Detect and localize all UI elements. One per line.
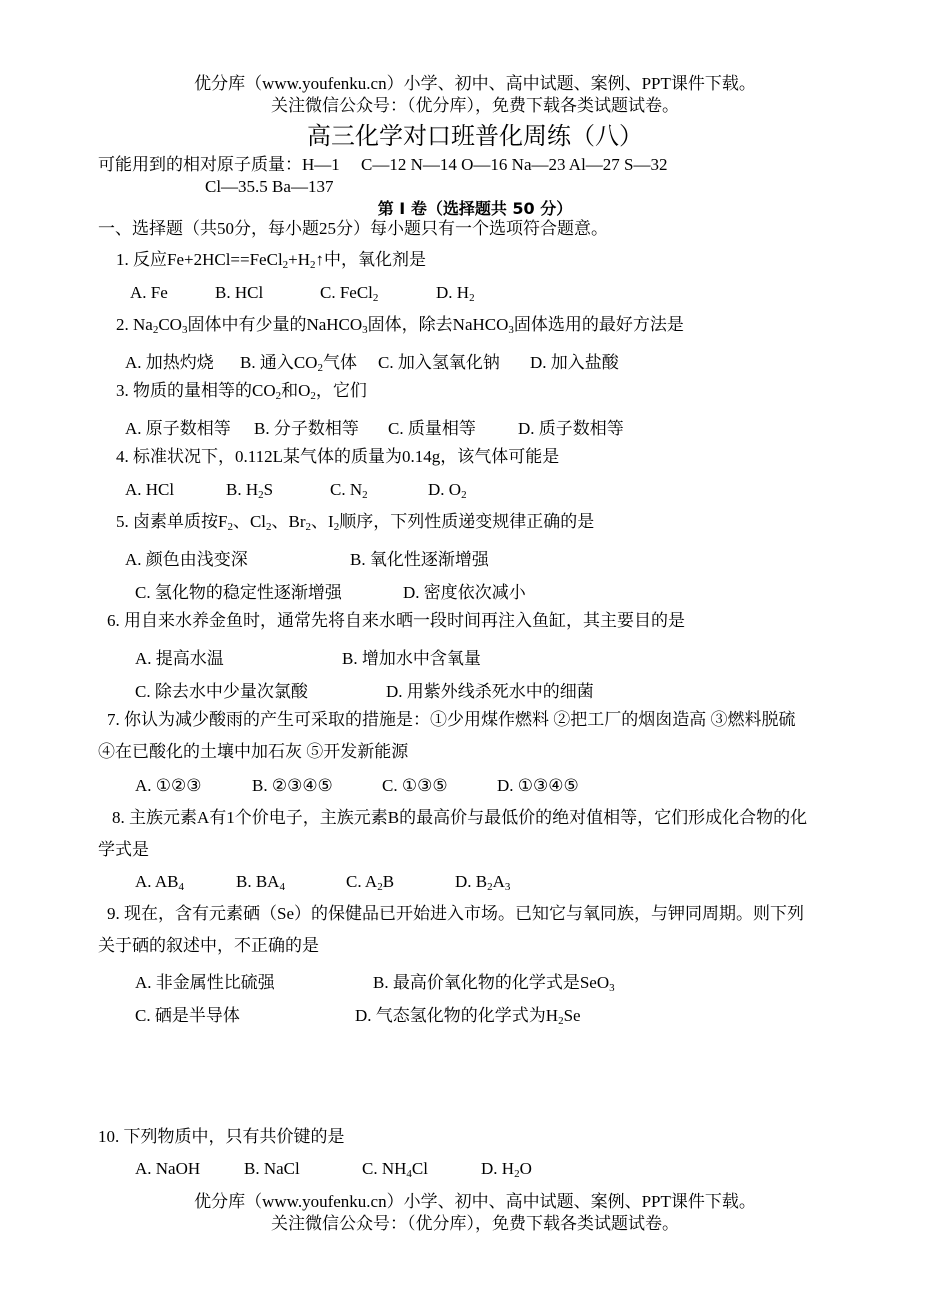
question-3-option-a[interactable]: A. 原子数相等 (125, 419, 231, 438)
header-line-1: 优分库（www.youfenku.cn）小学、初中、高中试题、案例、PPT课件下载。 (194, 74, 756, 93)
footer-line-2: 关注微信公众号：（优分库），免费下载各类试题试卷。 (271, 1214, 679, 1233)
instruction: 一、选择题（共50分，每小题25分）每小题只有一个选项符合题意。 (98, 219, 608, 238)
header-line-2: 关注微信公众号：（优分库），免费下载各类试题试卷。 (271, 96, 679, 115)
atomic-masses-line-2: Cl—35.5 Ba—137 (205, 177, 334, 196)
question-2-option-c[interactable]: C. 加入氢氧化钠 (378, 353, 500, 372)
question-6-option-d[interactable]: D. 用紫外线杀死水中的细菌 (386, 682, 594, 701)
question-8-option-d[interactable]: D. $B_2A_3$ (455, 872, 511, 893)
question-6-stem: 6. 用自来水养金鱼时，通常先将自来水晒一段时间再注入鱼缸，其主要目的是 (107, 611, 685, 630)
question-7-option-c[interactable]: C. ①③⑤ (382, 776, 448, 795)
question-4-option-b[interactable]: B. $H_2S$ (226, 480, 274, 501)
question-10-option-a[interactable]: A. NaOH (135, 1159, 201, 1178)
question-2-option-a[interactable]: A. 加热灼烧 (125, 353, 214, 372)
question-7-option-b[interactable]: B. ②③④⑤ (252, 776, 333, 795)
question-7-stem-line-1: 7. 你认为减少酸雨的产生可采取的措施是：①少用煤作燃料 ②把工厂的烟囱造高 ③燃料脱硫 (107, 710, 796, 729)
question-7-stem-line-2: ④在已酸化的土壤中加石灰 ⑤开发新能源 (98, 742, 409, 761)
question-8-stem-line-1: 8. 主族元素A有1个价电子，主族元素B的最高价与最低价的绝对值相等，它们形成化合物的化 (112, 808, 808, 827)
question-7-option-a[interactable]: A. ①②③ (135, 776, 202, 795)
question-6-option-c[interactable]: C. 除去水中少量次氯酸 (135, 682, 308, 701)
section-title: 第 I 卷（选择题共 50 分） (377, 199, 573, 218)
question-1-stem: 1. 反应$Fe+2HCl==FeCl_2+H_2↑$中，氧化剂是 (116, 250, 427, 271)
question-9-option-d[interactable]: D. 气态氢化物的化学式为$H_2Se$ (355, 1006, 581, 1027)
question-5-option-b[interactable]: B. 氧化性逐渐增强 (350, 550, 489, 569)
question-9-option-a[interactable]: A. 非金属性比硫强 (135, 973, 275, 992)
question-4-option-a[interactable]: A. HCl (125, 480, 175, 499)
question-1-option-a[interactable]: A. Fe (130, 283, 168, 302)
question-4-stem: 4. 标准状况下，0.112L某气体的质量为0.14g，该气体可能是 (116, 447, 560, 466)
page-title: 高三化学对口班普化周练（八） (307, 122, 643, 150)
question-3-option-c[interactable]: C. 质量相等 (388, 419, 476, 438)
question-8-stem-line-2: 学式是 (98, 840, 149, 859)
question-2-option-d[interactable]: D. 加入盐酸 (530, 353, 619, 372)
footer-line-1: 优分库（www.youfenku.cn）小学、初中、高中试题、案例、PPT课件下载。 (194, 1192, 756, 1211)
question-10-option-c[interactable]: C. $NH_4Cl$ (362, 1159, 428, 1180)
question-6-option-a[interactable]: A. 提高水温 (135, 649, 224, 668)
question-5-option-c[interactable]: C. 氢化物的稳定性逐渐增强 (135, 583, 342, 602)
question-4-option-c[interactable]: C. $N_2$ (330, 480, 368, 501)
question-8-option-a[interactable]: A. $AB_4$ (135, 872, 184, 893)
question-5-option-a[interactable]: A. 颜色由浅变深 (125, 550, 248, 569)
question-10-stem: 10. 下列物质中，只有共价键的是 (98, 1127, 345, 1146)
question-1-option-d[interactable]: D. $H_2$ (436, 283, 475, 304)
question-4-option-d[interactable]: D. $O_2$ (428, 480, 467, 501)
question-3-option-b[interactable]: B. 分子数相等 (254, 419, 359, 438)
question-8-option-b[interactable]: B. $BA_4$ (236, 872, 285, 893)
question-6-option-b[interactable]: B. 增加水中含氧量 (342, 649, 481, 668)
question-10-option-d[interactable]: D. $H_2O$ (481, 1159, 532, 1180)
atomic-masses-line-1: 可能用到的相对原子质量：H—1 C—12 N—14 O—16 Na—23 Al—27 S—32 (98, 155, 668, 174)
question-1-option-b[interactable]: B. HCl (215, 283, 264, 302)
question-9-stem-line-1: 9. 现在，含有元素硒（Se）的保健品已开始进入市场。已知它与氧同族，与钾同周期。则下列 (107, 904, 804, 923)
question-5-stem: 5. 卤素单质按$F_2$、$Cl_2$、$Br_2$、$I_2$顺序，下列性质递变规律正确的是 (116, 512, 595, 533)
question-3-option-d[interactable]: D. 质子数相等 (518, 419, 624, 438)
question-1-option-c[interactable]: C. FeCl$_2$ (320, 283, 379, 304)
question-10-option-b[interactable]: B. NaCl (244, 1159, 300, 1178)
question-2-stem: 2. $Na_2CO_3$固体中有少量的NaHCO$_3$固体，除去NaHCO$_3$固体选用的最好方法是 (116, 315, 684, 336)
question-9-stem-line-2: 关于硒的叙述中，不正确的是 (98, 936, 319, 955)
question-7-option-d[interactable]: D. ①③④⑤ (497, 776, 579, 795)
question-2-option-b[interactable]: B. 通入$CO_2$气体 (240, 353, 357, 374)
question-9-option-b[interactable]: B. 最高价氧化物的化学式是SeO$_3$ (373, 973, 615, 994)
question-3-stem: 3. 物质的量相等的$CO_2$和$O_2$，它们 (116, 381, 367, 402)
question-9-option-c[interactable]: C. 硒是半导体 (135, 1006, 240, 1025)
question-5-option-d[interactable]: D. 密度依次减小 (403, 583, 526, 602)
question-8-option-c[interactable]: C. $A_2B$ (346, 872, 395, 893)
